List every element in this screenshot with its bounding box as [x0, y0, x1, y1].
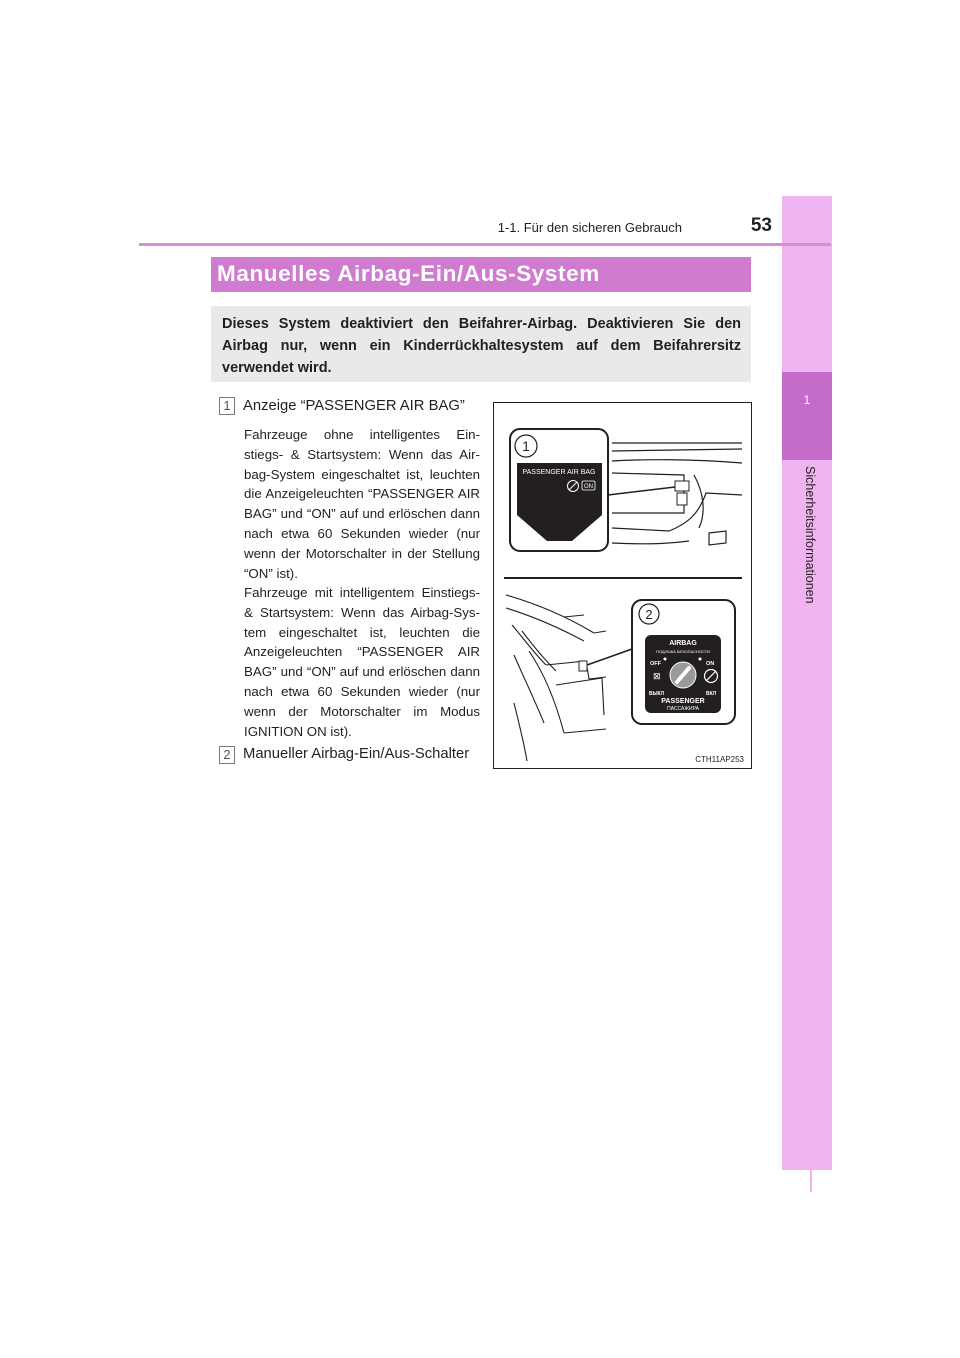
page-number: 53: [750, 215, 772, 236]
switch-location-icon: [579, 661, 587, 671]
switch-on-label-ru: ВКЛ: [706, 691, 717, 697]
switch-top-label-ru: ПОДУШКА БЕЗОПАСНОСТИ: [655, 649, 711, 654]
chapter-number: 1: [803, 393, 811, 407]
dashboard-lower: [506, 595, 606, 761]
switch-bottom-label-ru: ПАССАЖИРА: [667, 706, 699, 712]
switch-off-label: OFF: [650, 661, 661, 667]
header-rule: [139, 243, 831, 246]
chapter-tab-tail: [810, 1170, 812, 1192]
switch-top-label: AIRBAG: [669, 640, 697, 647]
item-number-1: 1: [219, 397, 235, 415]
indicator-on-label: ON: [584, 484, 593, 490]
airbag-illustration: [493, 402, 752, 769]
indicator-lamp-icon: [675, 481, 689, 505]
running-head: 1-1. Für den sicheren Gebrauch: [497, 220, 682, 235]
airbag-off-symbol-icon: ⊠: [653, 671, 661, 681]
item-title-2: Manueller Airbag-Ein/Aus-Schalter: [243, 746, 470, 762]
section-title: Manuelles Airbag-Ein/Aus-System: [217, 261, 600, 286]
chapter-tab-active: [782, 372, 832, 460]
switch-on-label: ON: [706, 661, 715, 667]
item-1-paragraph-2: Fahrzeuge mit intelligentem Einstiegs- & Startsystem: Wenn das Airbag-Sys-tem eingeschaltet ist, leuchten die Anzeigeleuchten “PASSENGER AIR BAG” und “ON” auf und erlöschen dann nach etwa 60 Sekunden wieder (nur wenn der Motorschalter im Modus IGNITION ON ist).: [244, 585, 480, 739]
switch-off-label-ru: ВЫКЛ: [649, 691, 665, 697]
switch-bottom-label: PASSENGER: [661, 698, 705, 705]
intro-text: Dieses System deaktiviert den Beifahrer-Airbag. Deaktivieren Sie den Airbag nur, wenn ein Kinderrückhaltesystem auf dem Beifahrersitz verwendet wird.: [222, 316, 741, 376]
chapter-label: Sicherheitsinformationen: [803, 466, 817, 604]
callout-2: [587, 600, 735, 724]
image-code: CTH11AP253: [695, 755, 744, 764]
callout-1: [510, 429, 675, 551]
item-number-2: 2: [219, 746, 235, 764]
item-1-paragraph-1: Fahrzeuge ohne intelligentes Ein-stiegs- & Startsystem: Wenn das Air-bag-System eingeschaltet ist, leuchten die Anzeigeleuchten “PASSENGER AIR BAG” und “ON” auf und erlöschen dann nach etwa 60 Sekunden wieder (nur wenn der Motorschalter in der Stellung “ON” ist).: [244, 427, 480, 581]
airbag-illustration-drawing: [494, 403, 751, 768]
item-title-1: Anzeige “PASSENGER AIR BAG”: [243, 398, 465, 414]
callout-2-number: 2: [645, 607, 653, 622]
callout-1-number: 1: [522, 438, 530, 454]
indicator-panel-label: PASSENGER AIR BAG: [522, 469, 596, 476]
